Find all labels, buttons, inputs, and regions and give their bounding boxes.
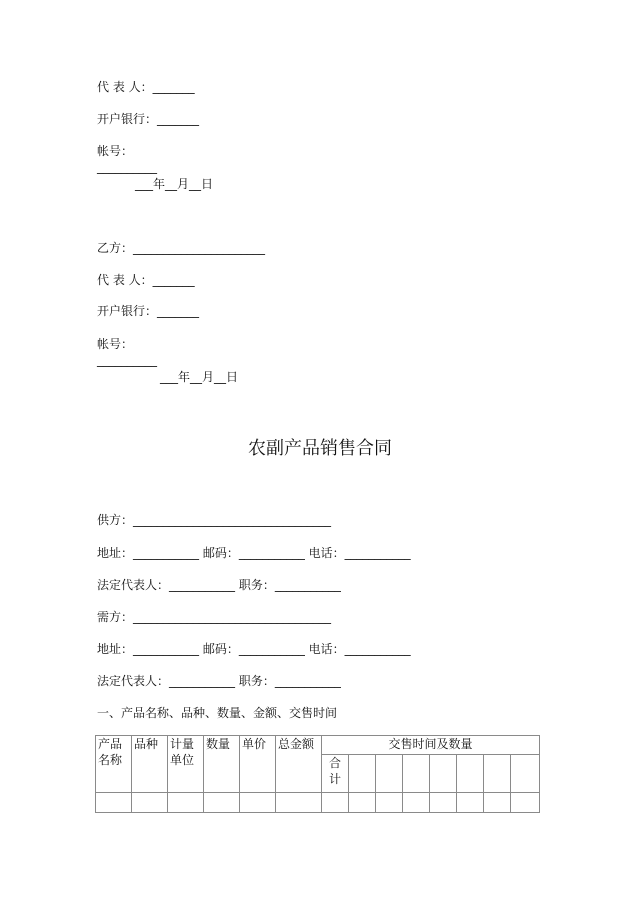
- header-variety: 品种: [132, 736, 168, 793]
- party-b-account-label: 帐号：: [97, 337, 134, 351]
- party-b-date: ___年__月__日: [160, 370, 239, 384]
- delivery-cell: [457, 755, 484, 793]
- delivery-cell: [376, 755, 403, 793]
- header-unit-price: 单价: [240, 736, 276, 793]
- table-cell: [403, 793, 430, 813]
- supplier-address-line: 地址：___________ 邮码：___________ 电话：___________: [97, 546, 411, 560]
- product-table: [95, 735, 540, 813]
- table-cell: [349, 793, 376, 813]
- delivery-cell: [403, 755, 430, 793]
- party-a-date: ___年__月__日: [135, 177, 214, 191]
- header-quantity: 数量: [204, 736, 240, 793]
- party-a-representative: 代 表 人：_______: [97, 80, 195, 94]
- buyer-address-line: 地址：___________ 邮码：___________ 电话：___________: [97, 642, 411, 656]
- table-cell: [430, 793, 457, 813]
- supplier-line: 供方：_________________________________: [97, 513, 332, 527]
- table-cell: [484, 793, 511, 813]
- party-a-bank: 开户银行：_______: [97, 112, 200, 126]
- table-cell: [168, 793, 204, 813]
- delivery-cell: [484, 755, 511, 793]
- party-b-bank: 开户银行：_______: [97, 304, 200, 318]
- header-total-amount: 总金额: [276, 736, 322, 793]
- buyer-line: 需方：_________________________________: [97, 610, 332, 624]
- party-b-account-blank: __________: [97, 353, 157, 367]
- party-a-account-blank: __________: [97, 160, 157, 174]
- delivery-cell: [511, 755, 540, 793]
- table-cell: [322, 793, 349, 813]
- table-cell: [96, 793, 132, 813]
- table-cell: [276, 793, 322, 813]
- header-delivery-time-quantity: 交售时间及数量: [322, 736, 540, 755]
- delivery-cell: [430, 755, 457, 793]
- party-b-representative: 代 表 人：_______: [97, 273, 195, 287]
- header-unit: 计量单位: [168, 736, 204, 793]
- party-a-account-label: 帐号：: [97, 144, 134, 158]
- contract-title: 农副产品销售合同: [248, 438, 392, 459]
- table-cell: [132, 793, 168, 813]
- party-b-name: 乙方：______________________: [97, 241, 266, 255]
- section-1-heading: 一、产品名称、品种、数量、金额、交售时间: [97, 706, 338, 720]
- table-cell: [457, 793, 484, 813]
- header-total: 合计: [322, 755, 349, 793]
- buyer-representative-line: 法定代表人：___________ 职务：___________: [97, 674, 341, 688]
- table-cell: [511, 793, 540, 813]
- table-cell: [376, 793, 403, 813]
- header-product-name: 产品名称: [96, 736, 132, 793]
- supplier-representative-line: 法定代表人：___________ 职务：___________: [97, 578, 341, 592]
- table-cell: [240, 793, 276, 813]
- delivery-cell: [349, 755, 376, 793]
- table-row: [96, 793, 540, 813]
- table-cell: [204, 793, 240, 813]
